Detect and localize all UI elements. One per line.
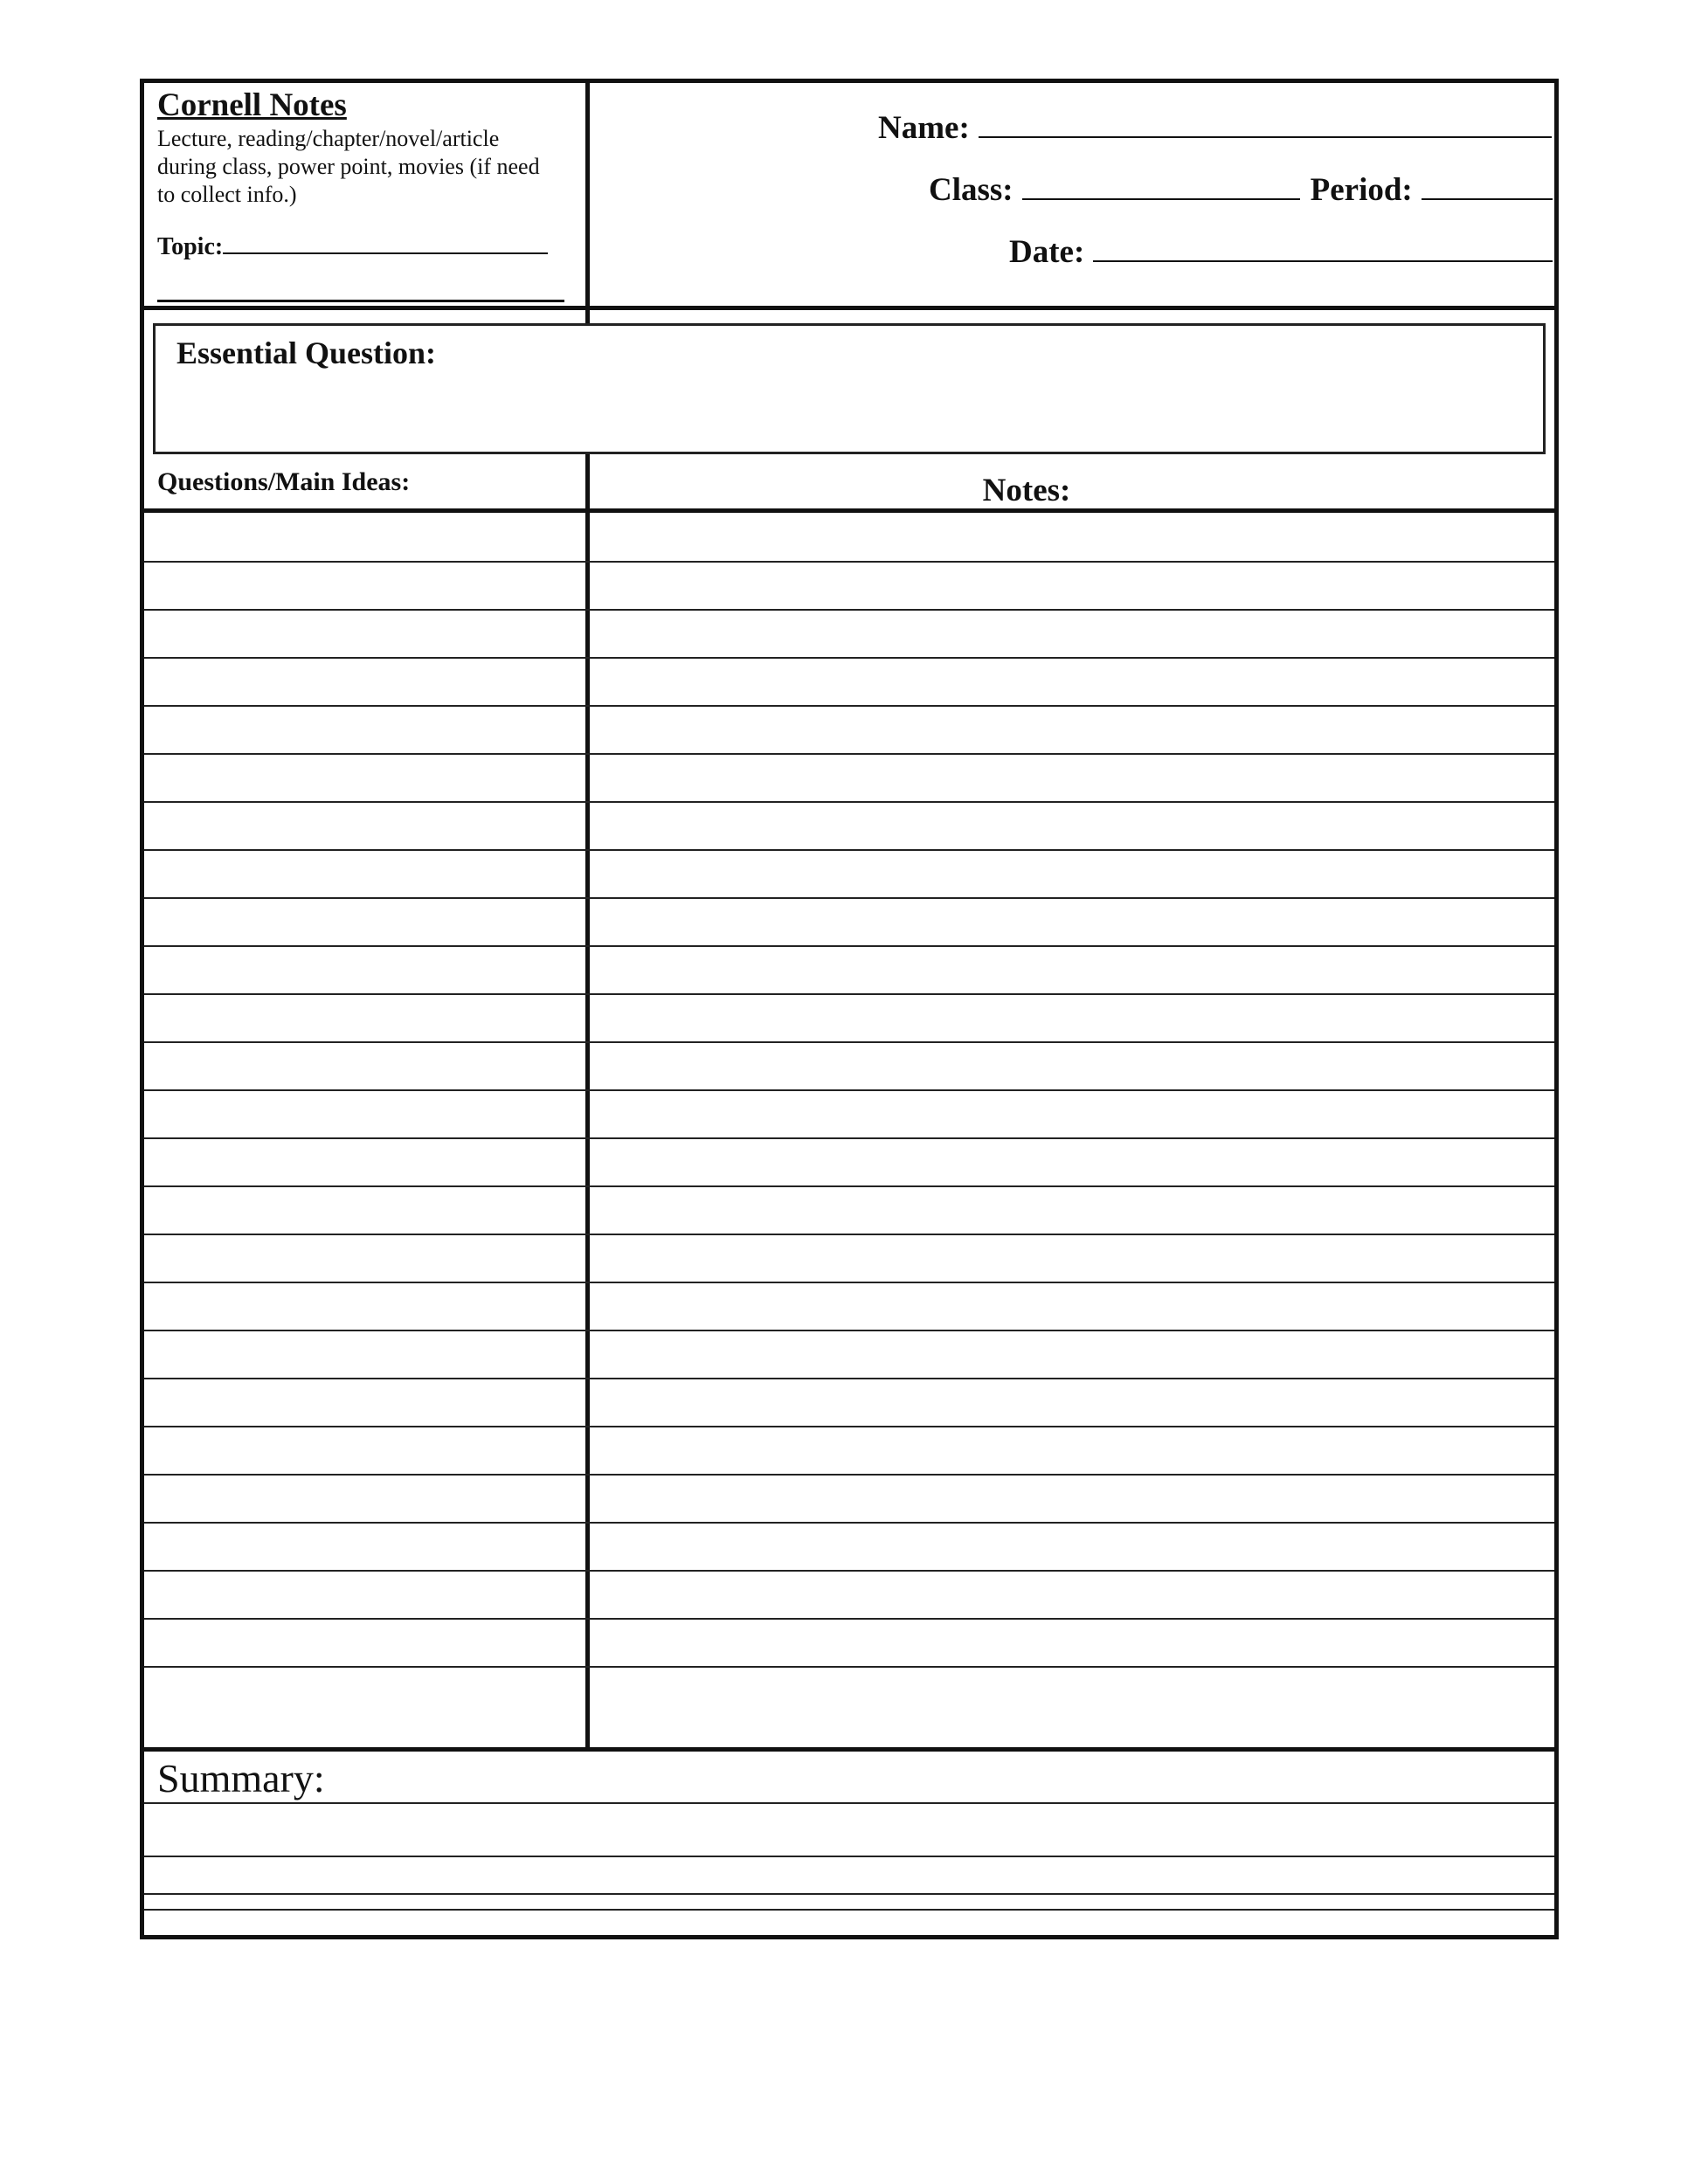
description-line: Lecture, reading/chapter/novel/article	[157, 126, 500, 151]
description-line: to collect info.)	[157, 182, 297, 207]
row-line	[144, 849, 1554, 851]
topic-field[interactable]	[157, 233, 548, 261]
row-line	[144, 1378, 1554, 1379]
row-line	[144, 1234, 1554, 1235]
date-line[interactable]	[1093, 260, 1553, 262]
description-line: during class, power point, movies (if need	[157, 154, 540, 179]
period-label: Period:	[1310, 172, 1413, 208]
header-right-cell	[590, 83, 1554, 306]
summary-label: Summary:	[157, 1756, 325, 1800]
header-left-cell	[144, 83, 585, 306]
row-line	[144, 1137, 1554, 1139]
row-line	[144, 657, 1554, 659]
summary-line-last	[144, 1893, 1554, 1895]
summary-line	[144, 1909, 1554, 1911]
notes-rows[interactable]	[144, 513, 1554, 1747]
class-field[interactable]	[929, 171, 1553, 209]
notes-column-label: Notes:	[982, 473, 1071, 508]
name-label: Name:	[878, 110, 970, 146]
summary-line	[144, 1856, 1554, 1857]
questions-column-label: Questions/Main Ideas:	[157, 467, 411, 496]
cornell-notes-sheet	[140, 79, 1559, 1939]
sheet-description	[157, 125, 540, 209]
row-line	[144, 1426, 1554, 1427]
summary-line	[144, 1802, 1554, 1804]
date-label: Date:	[1009, 234, 1085, 270]
row-line	[144, 1618, 1554, 1620]
row-line	[144, 945, 1554, 947]
period-line[interactable]	[1422, 198, 1553, 200]
row-line	[144, 1330, 1554, 1331]
name-field[interactable]	[878, 109, 1552, 147]
row-line	[144, 561, 1554, 563]
row-line	[144, 753, 1554, 755]
row-line	[144, 1041, 1554, 1043]
row-line	[144, 993, 1554, 995]
row-line	[144, 1570, 1554, 1572]
row-line	[144, 609, 1554, 611]
header-divider	[144, 306, 1554, 310]
row-line	[144, 897, 1554, 899]
topic-second-line[interactable]	[157, 300, 564, 302]
class-line[interactable]	[1022, 198, 1300, 200]
essential-question-label: Essential Question:	[176, 335, 437, 370]
topic-label: Topic:	[157, 233, 224, 260]
row-line	[144, 1089, 1554, 1091]
row-line	[144, 1185, 1554, 1187]
summary-section[interactable]	[144, 1752, 1554, 1935]
row-line	[144, 705, 1554, 707]
row-line	[144, 1474, 1554, 1476]
column-divider-top	[585, 83, 590, 323]
row-line	[144, 801, 1554, 803]
date-field[interactable]	[1009, 233, 1553, 271]
row-line	[144, 1282, 1554, 1283]
sheet-title: Cornell Notes	[157, 87, 347, 123]
class-label: Class:	[929, 172, 1013, 208]
row-line	[144, 1522, 1554, 1524]
row-line	[144, 1666, 1554, 1668]
essential-question-box[interactable]	[153, 323, 1546, 454]
topic-line[interactable]	[223, 252, 548, 254]
name-line[interactable]	[979, 136, 1552, 138]
